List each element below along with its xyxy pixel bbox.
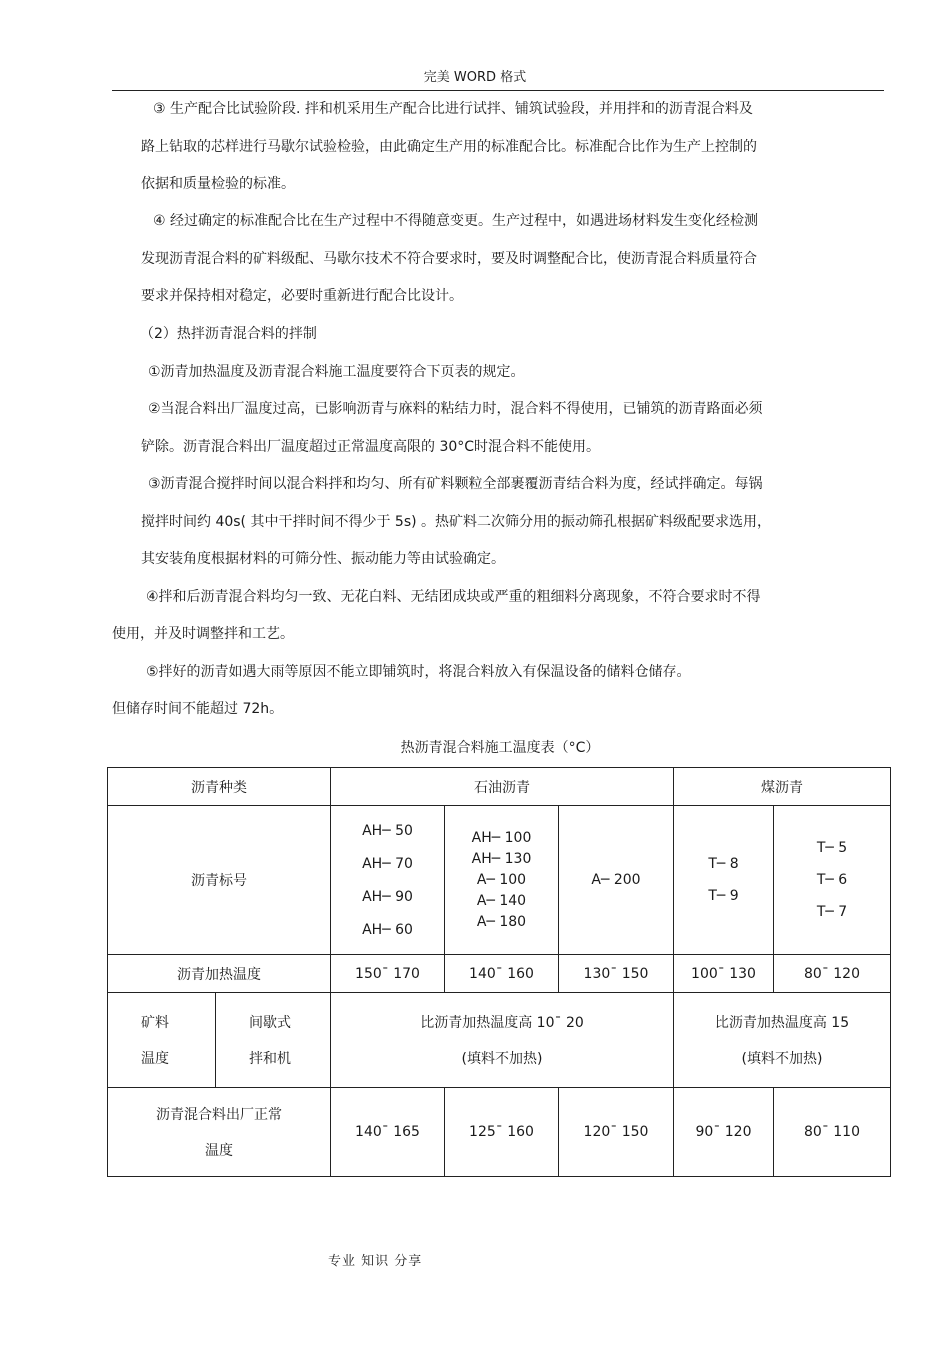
cell-heating-value: 130¯ 150 [559, 955, 674, 993]
table-row [108, 993, 891, 1088]
label-line: 温度 [205, 1143, 233, 1159]
paragraph-line: ④拌和后沥青混合料均匀一致、无花白料、无结团成块或严重的粗细料分离现象，不符合要求时不得 [146, 589, 761, 605]
cell-coal-asphalt: 煤沥青 [674, 768, 891, 806]
grade-item: AH─ 70 [362, 855, 413, 872]
cell-asphalt-type-label: 沥青种类 [108, 768, 331, 806]
value-line: 比沥青加热温度高 10¯ 20 [420, 1015, 584, 1031]
table-caption: 热沥青混合料施工温度表（°C） [400, 740, 600, 756]
temperature-table [107, 767, 891, 1177]
grade-item: AH─ 130 [471, 851, 532, 867]
page-header: 完美 WORD 格式 [423, 70, 527, 85]
cell-petroleum-asphalt: 石油沥青 [331, 768, 674, 806]
cell-heating-value: 100¯ 130 [674, 955, 774, 993]
cell-batch-mixer-label [216, 993, 331, 1088]
cell-grade-label: 沥青标号 [108, 806, 331, 955]
cell-heating-value: 80¯ 120 [774, 955, 891, 993]
paragraph-line: ④ 经过确定的标准配合比在生产过程中不得随意变更。生产过程中，如遇进场材料发生变化经检测 [153, 213, 758, 229]
cell-exit-value: 120¯ 150 [559, 1088, 674, 1177]
grade-item: AH─ 60 [362, 921, 413, 938]
cell-mineral-coal [674, 993, 891, 1088]
paragraph-line: 使用，并及时调整拌和工艺。 [112, 626, 294, 642]
paragraph-line: ②当混合料出厂温度过高，已影响沥青与庥料的粘结力时，混合料不得使用，已铺筑的沥青路面必须 [148, 401, 763, 417]
grade-item: T─ 6 [816, 872, 848, 888]
paragraph-line: 铲除。沥青混合料出厂温度超过正常温度高限的 30°C时混合料不能使用。 [141, 439, 601, 455]
label-line: 沥青混合料出厂正常 [156, 1107, 282, 1123]
cell-mineral-temp-label [108, 993, 216, 1088]
cell-grades-group-5 [774, 806, 891, 955]
cell-exit-temp-label [108, 1088, 331, 1177]
label-line: 间歇式 [249, 1015, 291, 1031]
paragraph-line: 其安装角度根据材料的可筛分性、振动能力等由试验确定。 [141, 551, 505, 567]
paragraph-line: 发现沥青混合料的矿料级配、马歇尔技术不符合要求时，要及时调整配合比，使沥青混合料质量符合 [141, 251, 757, 267]
paragraph-line: ⑤拌好的沥青如遇大雨等原因不能立即铺筑时，将混合料放入有保温设备的储料仓储存。 [146, 664, 691, 680]
paragraph-line: 要求并保持相对稳定，必要时重新进行配合比设计。 [141, 288, 463, 304]
paragraph-line: 但储存时间不能超过 72h。 [112, 701, 284, 717]
grade-item: AH─ 100 [471, 830, 532, 846]
grade-item: AH─ 50 [362, 822, 413, 839]
value-line: (填料不加热) [461, 1051, 543, 1067]
cell-exit-value: 80¯ 110 [774, 1088, 891, 1177]
cell-grades-group-1 [331, 806, 445, 955]
grade-item: A─ 140 [476, 893, 527, 909]
header-divider [112, 90, 884, 91]
cell-mineral-petroleum [331, 993, 674, 1088]
paragraph-line: ③沥青混合搅拌时间以混合料拌和均匀、所有矿料颗粒全部裹覆沥青结合料为度，经试拌确定。每锅 [148, 476, 763, 492]
cell-exit-value: 140¯ 165 [331, 1088, 445, 1177]
label-line: 拌和机 [249, 1051, 291, 1067]
table-row [108, 955, 891, 993]
page-footer: 专业 知识 分享 [328, 1254, 423, 1269]
grade-item: T─ 7 [816, 904, 848, 920]
grade-item: T─ 9 [708, 888, 739, 904]
label-line: 矿料 [141, 1015, 169, 1031]
cell-heating-label: 沥青加热温度 [108, 955, 331, 993]
cell-heating-value: 140¯ 160 [445, 955, 559, 993]
label-line: 温度 [141, 1051, 169, 1067]
paragraph-line: 搅拌时间约 40s( 其中干拌时间不得少于 5s) 。热矿料二次筛分用的振动筛孔根据矿料级配要求选用， [141, 514, 772, 530]
table-row [108, 1088, 891, 1177]
grade-item: T─ 8 [708, 856, 739, 872]
section-heading: （2）热拌沥青混合料的拌制 [140, 326, 317, 342]
cell-exit-value: 125¯ 160 [445, 1088, 559, 1177]
grade-item: A─ 180 [476, 914, 527, 930]
value-line: (填料不加热) [741, 1051, 823, 1067]
cell-grades-group-4 [674, 806, 774, 955]
paragraph-line: 路上钻取的芯样进行马歇尔试验检验，由此确定生产用的标准配合比。标准配合比作为生产上控制的 [141, 139, 757, 155]
paragraph-line: ①沥青加热温度及沥青混合料施工温度要符合下页表的规定。 [148, 364, 525, 380]
grade-item: A─ 100 [476, 872, 527, 888]
cell-grades-group-2 [445, 806, 559, 955]
grade-item: AH─ 90 [362, 888, 413, 905]
table-row [108, 806, 891, 955]
cell-grades-group-3: A─ 200 [559, 806, 674, 955]
paragraph-line: ③ 生产配合比试验阶段. 拌和机采用生产配合比进行试拌、铺筑试验段，并用拌和的沥青混合料及 [153, 101, 753, 117]
cell-heating-value: 150¯ 170 [331, 955, 445, 993]
grade-item: T─ 5 [816, 840, 848, 856]
table-row [108, 768, 891, 806]
value-line: 比沥青加热温度高 15 [714, 1015, 850, 1031]
cell-exit-value: 90¯ 120 [674, 1088, 774, 1177]
paragraph-line: 依据和质量检验的标准。 [141, 176, 295, 192]
